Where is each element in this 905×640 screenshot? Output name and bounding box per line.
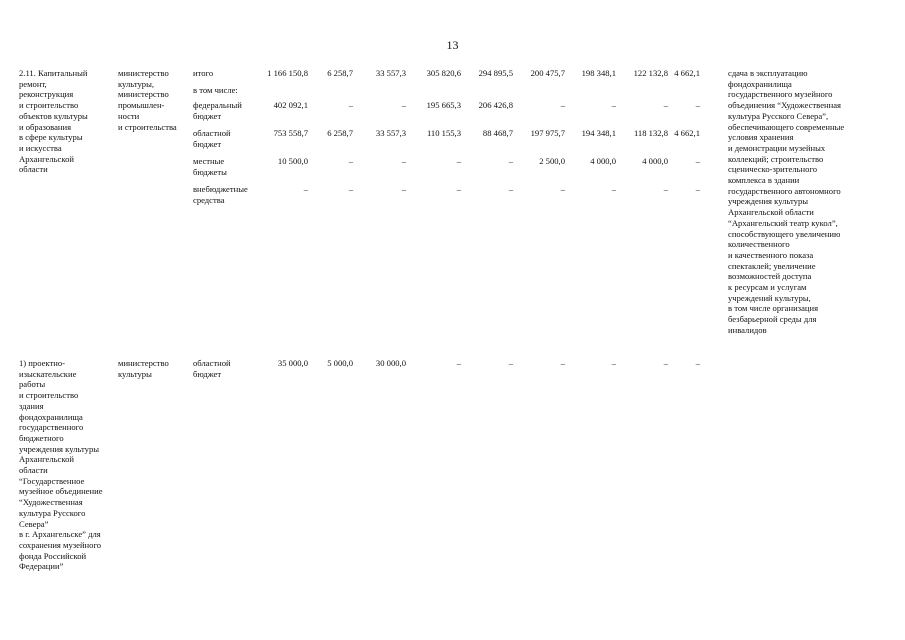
funding-source-label: бюджеты: [193, 166, 227, 177]
measure-name-line: сохранения музейного: [19, 539, 102, 550]
measure-name-line: в сфере культуры: [19, 132, 83, 143]
funding-source-label: федеральный: [193, 100, 242, 110]
executor-line: и строительства: [118, 121, 177, 132]
measure-name-line: Архангельской: [19, 454, 74, 465]
funding-source-label: бюджет: [193, 368, 222, 379]
empty-value-dash: –: [663, 358, 668, 368]
measure-name-line: фондохранилища: [19, 411, 83, 422]
empty-value-dash: –: [508, 184, 513, 194]
empty-value-dash: –: [611, 100, 616, 110]
empty-value-dash: –: [456, 184, 461, 194]
funding-source-label: итого: [193, 68, 214, 78]
executor-line: министерство: [118, 68, 169, 78]
expected-result-line: и качественного показа: [728, 249, 814, 260]
expected-result-line: сценическо-зрительного: [728, 164, 818, 175]
executor-line: культуры: [118, 368, 152, 379]
empty-value-dash: –: [611, 358, 616, 368]
measure-name-line: 2.11. Капитальный: [19, 68, 88, 78]
empty-value-dash: –: [401, 184, 406, 194]
measure-name-line: реконструкция: [19, 89, 74, 100]
empty-value-dash: –: [456, 156, 461, 166]
funding-source-label: местные: [193, 156, 225, 166]
funding-value: 33 557,3: [375, 128, 406, 138]
funding-value: 4 662,1: [674, 128, 700, 138]
measure-name-line: изыскательские: [19, 368, 77, 379]
empty-value-dash: –: [695, 184, 700, 194]
funding-value: 6 258,7: [327, 68, 353, 78]
executor-line: министерство: [118, 89, 169, 100]
expected-result-line: возможностей доступа: [728, 271, 812, 282]
funding-value: 195 665,3: [426, 100, 461, 110]
funding-source-label: бюджет: [193, 110, 222, 121]
empty-value-dash: –: [663, 184, 668, 194]
expected-result-line: к ресурсам и услугам: [728, 282, 807, 292]
measure-name-line: здания: [19, 400, 44, 411]
measure-name-line: бюджетного: [19, 432, 64, 443]
funding-value: 2 500,0: [539, 156, 565, 166]
measure-name-line: “Государственное: [19, 475, 85, 486]
funding-source-label: областной: [193, 358, 231, 368]
measure-name-line: фонда Российской: [19, 550, 87, 561]
expected-result-line: и демонстрации музейных: [728, 142, 826, 153]
measure-name-line: и искусства: [19, 142, 62, 153]
empty-value-dash: –: [303, 184, 308, 194]
expected-result-line: комплекса в здании: [728, 175, 800, 185]
measure-name-line: области: [19, 164, 48, 175]
funding-value: 197 975,7: [530, 128, 565, 138]
expected-result-line: “Архангельский театр кукол”,: [728, 217, 838, 228]
funding-source-label: областной: [193, 128, 231, 138]
expected-result-line: культура Русского Севера”,: [728, 110, 829, 121]
funding-value: 110 155,3: [426, 128, 461, 138]
funding-value: 33 557,3: [375, 68, 406, 78]
funding-value: 402 092,1: [273, 100, 308, 110]
funding-value: 294 895,5: [478, 68, 513, 78]
funding-source-label: в том числе:: [193, 85, 238, 95]
expected-result-line: способствующего увеличению: [728, 228, 841, 239]
expected-result-line: коллекций; строительство: [728, 153, 824, 164]
measure-name-line: Севера”: [19, 518, 49, 529]
empty-value-dash: –: [560, 100, 565, 110]
empty-value-dash: –: [348, 100, 353, 110]
empty-value-dash: –: [695, 100, 700, 110]
measure-name-line: музейное объединение: [19, 486, 103, 497]
empty-value-dash: –: [508, 358, 513, 368]
empty-value-dash: –: [348, 156, 353, 166]
funding-value: 10 500,0: [277, 156, 308, 166]
measure-name-line: учреждения культуры: [19, 443, 100, 454]
expected-result-line: сдача в эксплуатацию: [728, 68, 808, 78]
funding-source-label: средства: [193, 194, 225, 205]
expected-result-line: государственного автономного: [728, 185, 841, 196]
empty-value-dash: –: [348, 184, 353, 194]
measure-name-line: “Художественная: [19, 497, 83, 508]
funding-value: 5 000,0: [327, 358, 353, 368]
measure-name-line: Архангельской: [19, 153, 74, 164]
expected-result-line: учреждения культуры: [728, 196, 809, 207]
expected-result-line: инвалидов: [728, 324, 767, 335]
measure-name-line: государственного: [19, 422, 84, 433]
funding-source-label: внебюджетные: [193, 184, 248, 194]
funding-value: 1 166 150,8: [267, 68, 308, 78]
funding-source-label: бюджет: [193, 138, 222, 149]
measure-name-line: области: [19, 465, 48, 475]
expected-result-line: безбарьерной среды для: [728, 314, 817, 325]
measure-name-line: ремонт,: [19, 78, 47, 89]
empty-value-dash: –: [401, 100, 406, 110]
measure-name-line: работы: [19, 379, 46, 390]
funding-value: 88 468,7: [482, 128, 513, 138]
funding-value: 118 132,8: [633, 128, 668, 138]
funding-value: 122 132,8: [633, 68, 668, 78]
funding-value: 30 000,0: [375, 358, 406, 368]
expected-result-line: в том числе организация: [728, 303, 819, 314]
funding-value: 35 000,0: [277, 358, 308, 368]
expected-result-line: объединения “Художественная: [728, 100, 841, 111]
measure-name-line: в г. Архангельске” для: [19, 529, 101, 540]
executor-line: культуры,: [118, 78, 155, 89]
empty-value-dash: –: [456, 358, 461, 368]
measure-name-line: и строительство: [19, 100, 79, 111]
expected-result-line: фондохранилища: [728, 78, 792, 89]
page-number: 13: [446, 38, 459, 52]
funding-value: 6 258,7: [327, 128, 353, 138]
expected-result-line: спектаклей; увеличение: [728, 260, 816, 271]
empty-value-dash: –: [695, 358, 700, 368]
measure-name-line: объектов культуры: [19, 110, 88, 121]
funding-value: 4 000,0: [642, 156, 668, 166]
funding-value: 200 475,7: [530, 68, 565, 78]
expected-result-line: количественного: [728, 239, 790, 250]
executor-line: министерство: [118, 358, 169, 368]
funding-value: 4 662,1: [674, 68, 700, 78]
measure-name-line: 1) проектно-: [19, 358, 65, 368]
measure-name-line: Федерации”: [19, 561, 64, 572]
executor-line: ности: [118, 110, 140, 121]
measure-name-line: культура Русского: [19, 507, 86, 518]
empty-value-dash: –: [611, 184, 616, 194]
expected-result-line: учреждений культуры,: [728, 292, 811, 303]
measure-name-line: и образования: [19, 121, 72, 132]
measure-name-line: и строительство: [19, 390, 79, 401]
executor-line: промышлен-: [118, 100, 165, 111]
funding-value: 198 348,1: [581, 68, 616, 78]
funding-value: 4 000,0: [590, 156, 616, 166]
empty-value-dash: –: [695, 156, 700, 166]
empty-value-dash: –: [401, 156, 406, 166]
funding-value: 206 426,8: [478, 100, 513, 110]
empty-value-dash: –: [508, 156, 513, 166]
empty-value-dash: –: [560, 184, 565, 194]
funding-value: 305 820,6: [426, 68, 461, 78]
expected-result-line: условия хранения: [728, 132, 794, 143]
expected-result-line: государственного музейного: [728, 89, 833, 100]
funding-value: 753 558,7: [273, 128, 308, 138]
empty-value-dash: –: [663, 100, 668, 110]
expected-result-line: Архангельской области: [728, 207, 814, 218]
expected-result-line: обеспечивающего современные: [728, 121, 845, 132]
empty-value-dash: –: [560, 358, 565, 368]
funding-value: 194 348,1: [581, 128, 616, 138]
